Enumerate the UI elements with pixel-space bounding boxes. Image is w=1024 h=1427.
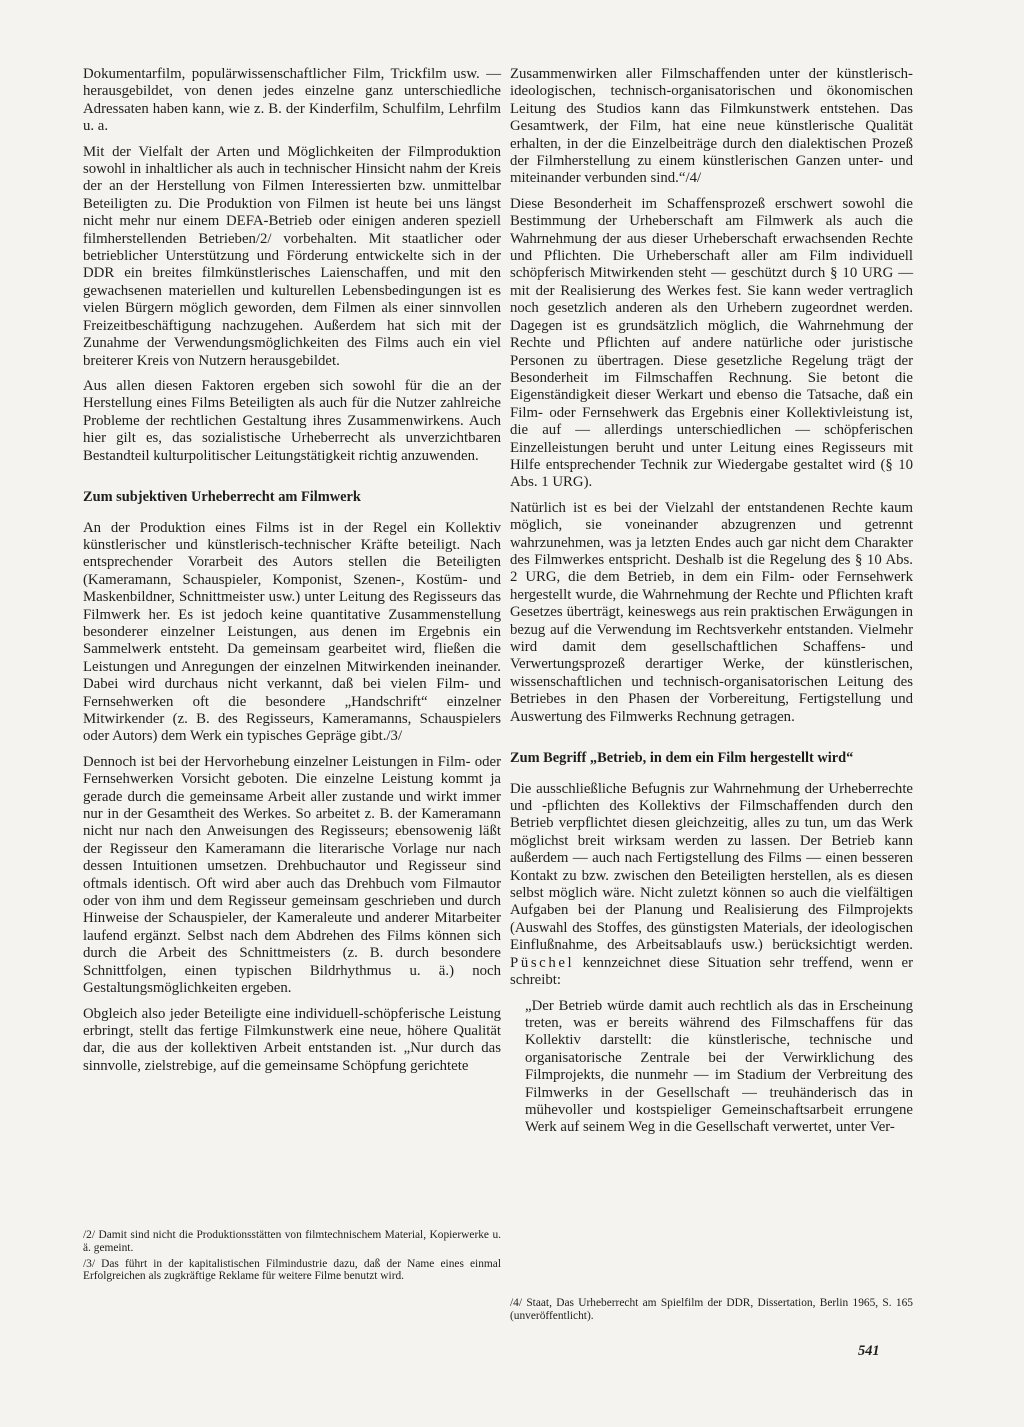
paragraph: Dokumentarfilm, populärwissenschaftlicher Film, Trickfilm usw. — herausgebildet, von denen jedes einzelne ganz unterschiedliche Adressaten haben kann, wie z. B. der Kinderfilm, Schulfilm, Lehrfilm u. a. (83, 66, 501, 135)
section-heading: Zum Begriff „Betrieb, in dem ein Film hergestellt wird“ (510, 750, 854, 767)
paragraph: Aus allen diesen Faktoren ergeben sich sowohl für die an der Herstellung eines Films Beteiligten als auch für die Nutzer zahlreiche Probleme der rechtlichen Gestaltung ihres Zusammenwirkens. Auch hier gilt es, das sozialistische Urheberrecht als unverzichtbaren Bestandteil kulturpolitischer Leitungstätigkeit richtig anzuwenden. (83, 377, 501, 464)
paragraph: An der Produktion eines Films ist in der Regel ein Kollektiv künstlerischer und künstlerisch-technischer Kräfte beteiligt. Nach entsprechender Vorarbeit des Autors stellen die Beteiligten (Kameramann, Schauspieler, Komponist, Szenen-, Kostüm- und Maskenbildner, Schnittmeister usw.) unter Leitung des Regisseurs das Filmwerk her. Es ist jedoch keine quantitative Zusammenstellung besonderer einzelner Leistungen, aus denen im Ergebnis ein Sammelwerk entsteht. Da gemeinsam gearbeitet wird, fließen die Leistungen und Anregungen der einzelnen Mitwirkenden ineinander. Dabei wird durchaus nicht verkannt, daß bei vielen Film- und Fernsehwerken oft die besondere „Handschrift“ einzelner Mitwirkender (z. B. des Regisseurs, Kameramanns, Schauspielers oder Autors) dem Werk ein typisches Gepräge gibt./3/ (83, 519, 501, 745)
section-heading: Zum subjektiven Urheberrecht am Filmwerk (83, 488, 361, 505)
paragraph: Dennoch ist bei der Hervorhebung einzelner Leistungen in Film- oder Fernsehwerken Vorsicht geboten. Die einzelne Leistung kommt ja gerade durch die gemeinsame Arbeit aller zustande und wirkt immer nur in der Gesamtheit des Werkes. So arbeitet z. B. der Kameramann nicht nur nach den Anweisungen des Regisseurs; ebensowenig läßt der Regisseur den Kameramann die literarische Vorlage nur nach dessen Intuitionen umsetzen. Drehbuchautor und Regisseur sind oftmals identisch. Oft wird aber auch das Drehbuch vom Filmautor oder von ihm und dem Regisseur gemeinsam geschrieben und durch Hinweise der Schauspieler, der Kameraleute und anderer Mitarbeiter laufend ergänzt. Selbst nach dem Abdrehen des Films können sich durch die Arbeit des Schnittmeisters (z. B. durch besondere Schnittfolgen, einen typischen Bildrhythmus u. ä.) noch Gestaltungsmöglichkeiten ergeben. (83, 753, 501, 997)
footnotes-left (83, 1229, 501, 1286)
paragraph-text: kennzeichnet diese Situation sehr treffend, wenn er schreibt: (510, 954, 913, 989)
right-column (510, 66, 913, 1145)
paragraph: Obgleich also jeder Beteiligte eine individuell-schöpferische Leistung erbringt, stellt das fertige Filmkunstwerk eine neue, höhere Qualität dar, die aus der kollektiven Arbeit entstanden ist. „Nur durch das sinnvolle, zielstrebige, auf die gemeinsame Schöpfung gerichtete (83, 1005, 501, 1074)
paragraph: Zusammenwirken aller Filmschaffenden unter der künstlerisch-ideologischen, technisch-organisatorischen und ökonomischen Leitung des Studios kann das Filmkunstwerk entstehen. Das Gesamtwerk, der Film, hat eine neue künstlerische Qualität erhalten, in der die Einzelbeiträge durch den dialektischen Prozeß der Filmherstellung zu einem künstlerischen Ganzen unter- und miteinander verbunden sind.“/4/ (510, 66, 913, 187)
footnotes-right (510, 1297, 913, 1326)
page-number: 541 (858, 1343, 880, 1359)
paragraph: Natürlich ist es bei der Vielzahl der entstandenen Rechte kaum möglich, sie voneinander abzugrenzen und getrennt wahrzunehmen, was ja letzten Endes auch gar nicht dem Charakter des Filmwerkes entspricht. Deshalb ist die Regelung des § 10 Abs. 2 URG, die dem Betrieb, in dem ein Film- oder Fernsehwerk hergestellt wurde, die Wahrnehmung der Rechte und Pflichten kraft Gesetzes überträgt, keineswegs aus rein praktischen Erwägungen in bezug auf die Verwendung im Rechtsverkehr entstanden. Vielmehr wird damit dem gesellschaftlichen Schaffens- und Verwertungsprozeß derartiger Werke, der künstlerischen, wissenschaftlichen und technisch-organisatorischen Leitung des Betriebes in den Phasen der Vorbereitung, Fertigstellung und Auswertung des Filmwerks Rechnung getragen. (510, 499, 913, 725)
author-name: Püschel (510, 954, 575, 971)
footnote: /4/ Staat, Das Urheberrecht am Spielfilm der DDR, Dissertation, Berlin 1965, S. 165 (unveröffentlicht). (510, 1297, 913, 1322)
footnote: /3/ Das führt in der kapitalistischen Filmindustrie dazu, daß der Name eines einmal Erfolgreichen als zugkräftige Reklame für weitere Filme benutzt wird. (83, 1257, 501, 1283)
block-quote: „Der Betrieb würde damit auch rechtlich als das in Erscheinung treten, was er bereits während des Filmschaffens für das Kollektiv darstellt: die künstlerische, technische und organisatorische Zentrale bei der Verwirklichung des Filmprojekts, die nunmehr — im Stadium der Verbreitung des Filmwerks in der Gesellschaft — treuhänderisch das in mühevoller und kostspieliger Gemeinschaftsarbeit errungene Werk auf seinem Weg in die Gesellschaft verwertet, unter Ver- (525, 997, 913, 1136)
paragraph-text: Die ausschließliche Befugnis zur Wahrnehmung der Urheberrechte und -pflichten des Kollektivs der Filmschaffenden durch den Betrieb verpflichtet diesen gleichzeitig, alles zu tun, um das Werk möglichst breit wirksam werden zu lassen. Der Betrieb kann außerdem — auch nach Fertigstellung des Films — einen besseren Kontakt zu bzw. zwischen den Beteiligten herstellen, als es diesen selbst möglich wäre. Nicht zuletzt können so auch die vielfältigen Aufgaben bei der Planung und Realisierung des Filmprojekts (Auswahl des Stoffes, des günstigsten Materials, der ideologischen Einflußnahme, des Arbeitsablaufs usw.) berücksichtigt werden. (510, 780, 913, 954)
left-column (83, 66, 501, 1083)
paragraph (510, 781, 913, 990)
footnote: /2/ Damit sind nicht die Produktionsstätten von filmtechnischem Material, Kopierwerke u. ä. gemeint. (83, 1229, 501, 1254)
paragraph: Mit der Vielfalt der Arten und Möglichkeiten der Filmproduktion sowohl in inhaltlicher als auch in technischer Hinsicht nahm der Kreis der an der Herstellung von Filmen Interessierten bzw. unmittelbar Beteiligten zu. Die Produktion von Filmen ist heute bei uns längst nicht mehr nur einem DEFA-Betrieb oder einigen anderen speziell filmherstellenden Betrieben/2/ vorbehalten. Mit staatlicher oder betrieblicher Unterstützung und Förderung entwickelte sich in der DDR ein breites filmkünstlerisches Laienschaffen, und mit den gewachsenen materiellen und kulturellen Lebensbedingungen ist es vielen Bürgern möglich geworden, dem Filmen als einer sinnvollen Freizeitbeschäftigung nachzugehen. Außerdem hat sich mit der Zunahme der Verwendungsmöglichkeiten des Films auch ein viel breiterer Kreis von Nutzern herausgebildet. (83, 143, 501, 369)
paragraph: Diese Besonderheit im Schaffensprozeß erschwert sowohl die Bestimmung der Urheberschaft am Filmwerk als auch die Wahrnehmung der aus dieser Urheberschaft erwachsenden Rechte und Pflichten. Die Urheberschaft aller am Film individuell schöpferisch Mitwirkenden steht — geschützt durch § 10 URG — mit der Realisierung des Werkes fest. Sie kann weder vertraglich noch gesetzlich anderen als den Urhebern zugeordnet werden. Dagegen ist es grundsätzlich möglich, die Wahrnehmung der Rechte und Pflichten auf andere natürliche oder juristische Personen zu übertragen. Diese gesetzliche Regelung trägt der Besonderheit im Filmschaffen Rechnung. Sie betont die Eigenständigkeit dieser Werkart und ebenso die Tatsache, daß ein Film- oder Fernsehwerk das Ergebnis einer Kollektivleistung ist, die auf — allerdings unterschiedlichen — schöpferischen Einzelleistungen beruht und unter Leitung eines Regisseurs mit Hilfe entsprechender Technik zur Wiedergabe gestaltet wird (§ 10 Abs. 1 URG). (510, 195, 913, 491)
